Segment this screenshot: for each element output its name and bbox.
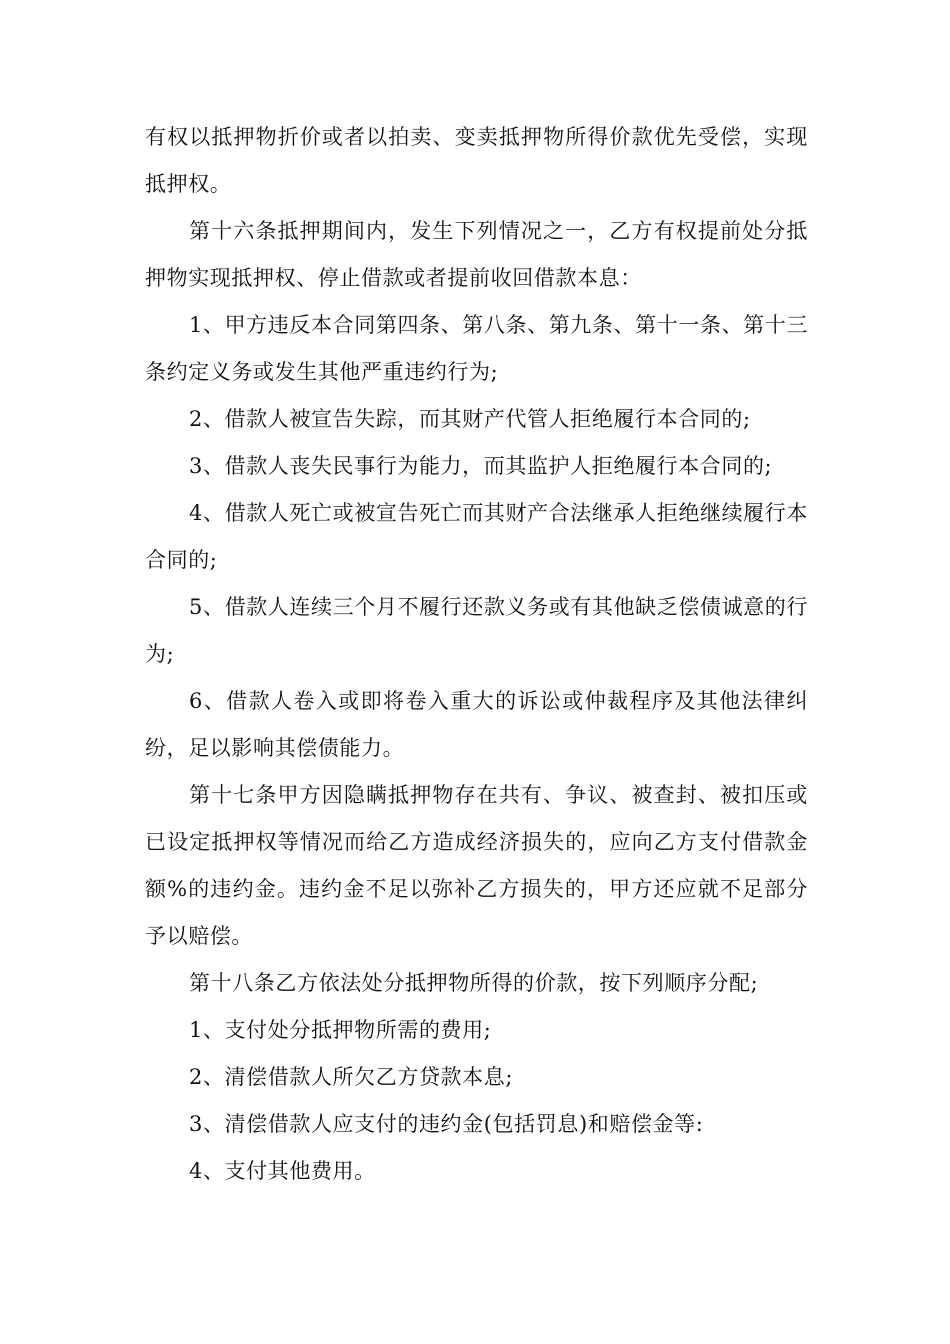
paragraph-clause-17: 第十七条甲方因隐瞒抵押物存在共有、争议、被查封、被扣压或已设定抵押权等情况而给乙方造成经济损失的，应向乙方支付借款金额%的违约金。违约金不足以弥补乙方损失的，甲方还应就不足部分予以赔偿。 (145, 783, 808, 948)
paragraph-clause-18-item-3: 3、清偿借款人应支付的违约金(包括罚息)和赔偿金等: (189, 1112, 704, 1136)
document-body (145, 114, 808, 1195)
paragraph-clause-16-item-3: 3、借款人丧失民事行为能力，而其监护人拒绝履行本合同的; (189, 454, 773, 478)
paragraph-clause-18-item-1: 1、支付处分抵押物所需的费用; (189, 1018, 492, 1042)
paragraph-clause-18-item-4: 4、支付其他费用。 (189, 1159, 376, 1183)
paragraph-clause-15-continued: 有权以抵押物折价或者以拍卖、变卖抵押物所得价款优先受偿，实现抵押权。 (145, 125, 808, 196)
paragraph-clause-18: 第十八条乙方依法处分抵押物所得的价款，按下列顺序分配; (189, 971, 759, 995)
paragraph-clause-16-item-2: 2、借款人被宣告失踪，而其财产代管人拒绝履行本合同的; (189, 407, 751, 431)
paragraph-clause-16: 第十六条抵押期间内，发生下列情况之一，乙方有权提前处分抵押物实现抵押权、停止借款或者提前收回借款本息： (145, 219, 808, 290)
paragraph-clause-16-item-4: 4、借款人死亡或被宣告死亡而其财产合法继承人拒绝继续履行本合同的; (145, 501, 808, 572)
paragraph-clause-18-item-2: 2、清偿借款人所欠乙方贷款本息; (189, 1065, 514, 1089)
paragraph-clause-16-item-1: 1、甲方违反本合同第四条、第八条、第九条、第十一条、第十三条约定义务或发生其他严重违约行为; (145, 313, 808, 384)
paragraph-clause-16-item-5: 5、借款人连续三个月不履行还款义务或有其他缺乏偿债诚意的行为; (145, 595, 808, 666)
paragraph-clause-16-item-6: 6、借款人卷入或即将卷入重大的诉讼或仲裁程序及其他法律纠纷，足以影响其偿债能力。 (145, 689, 808, 760)
